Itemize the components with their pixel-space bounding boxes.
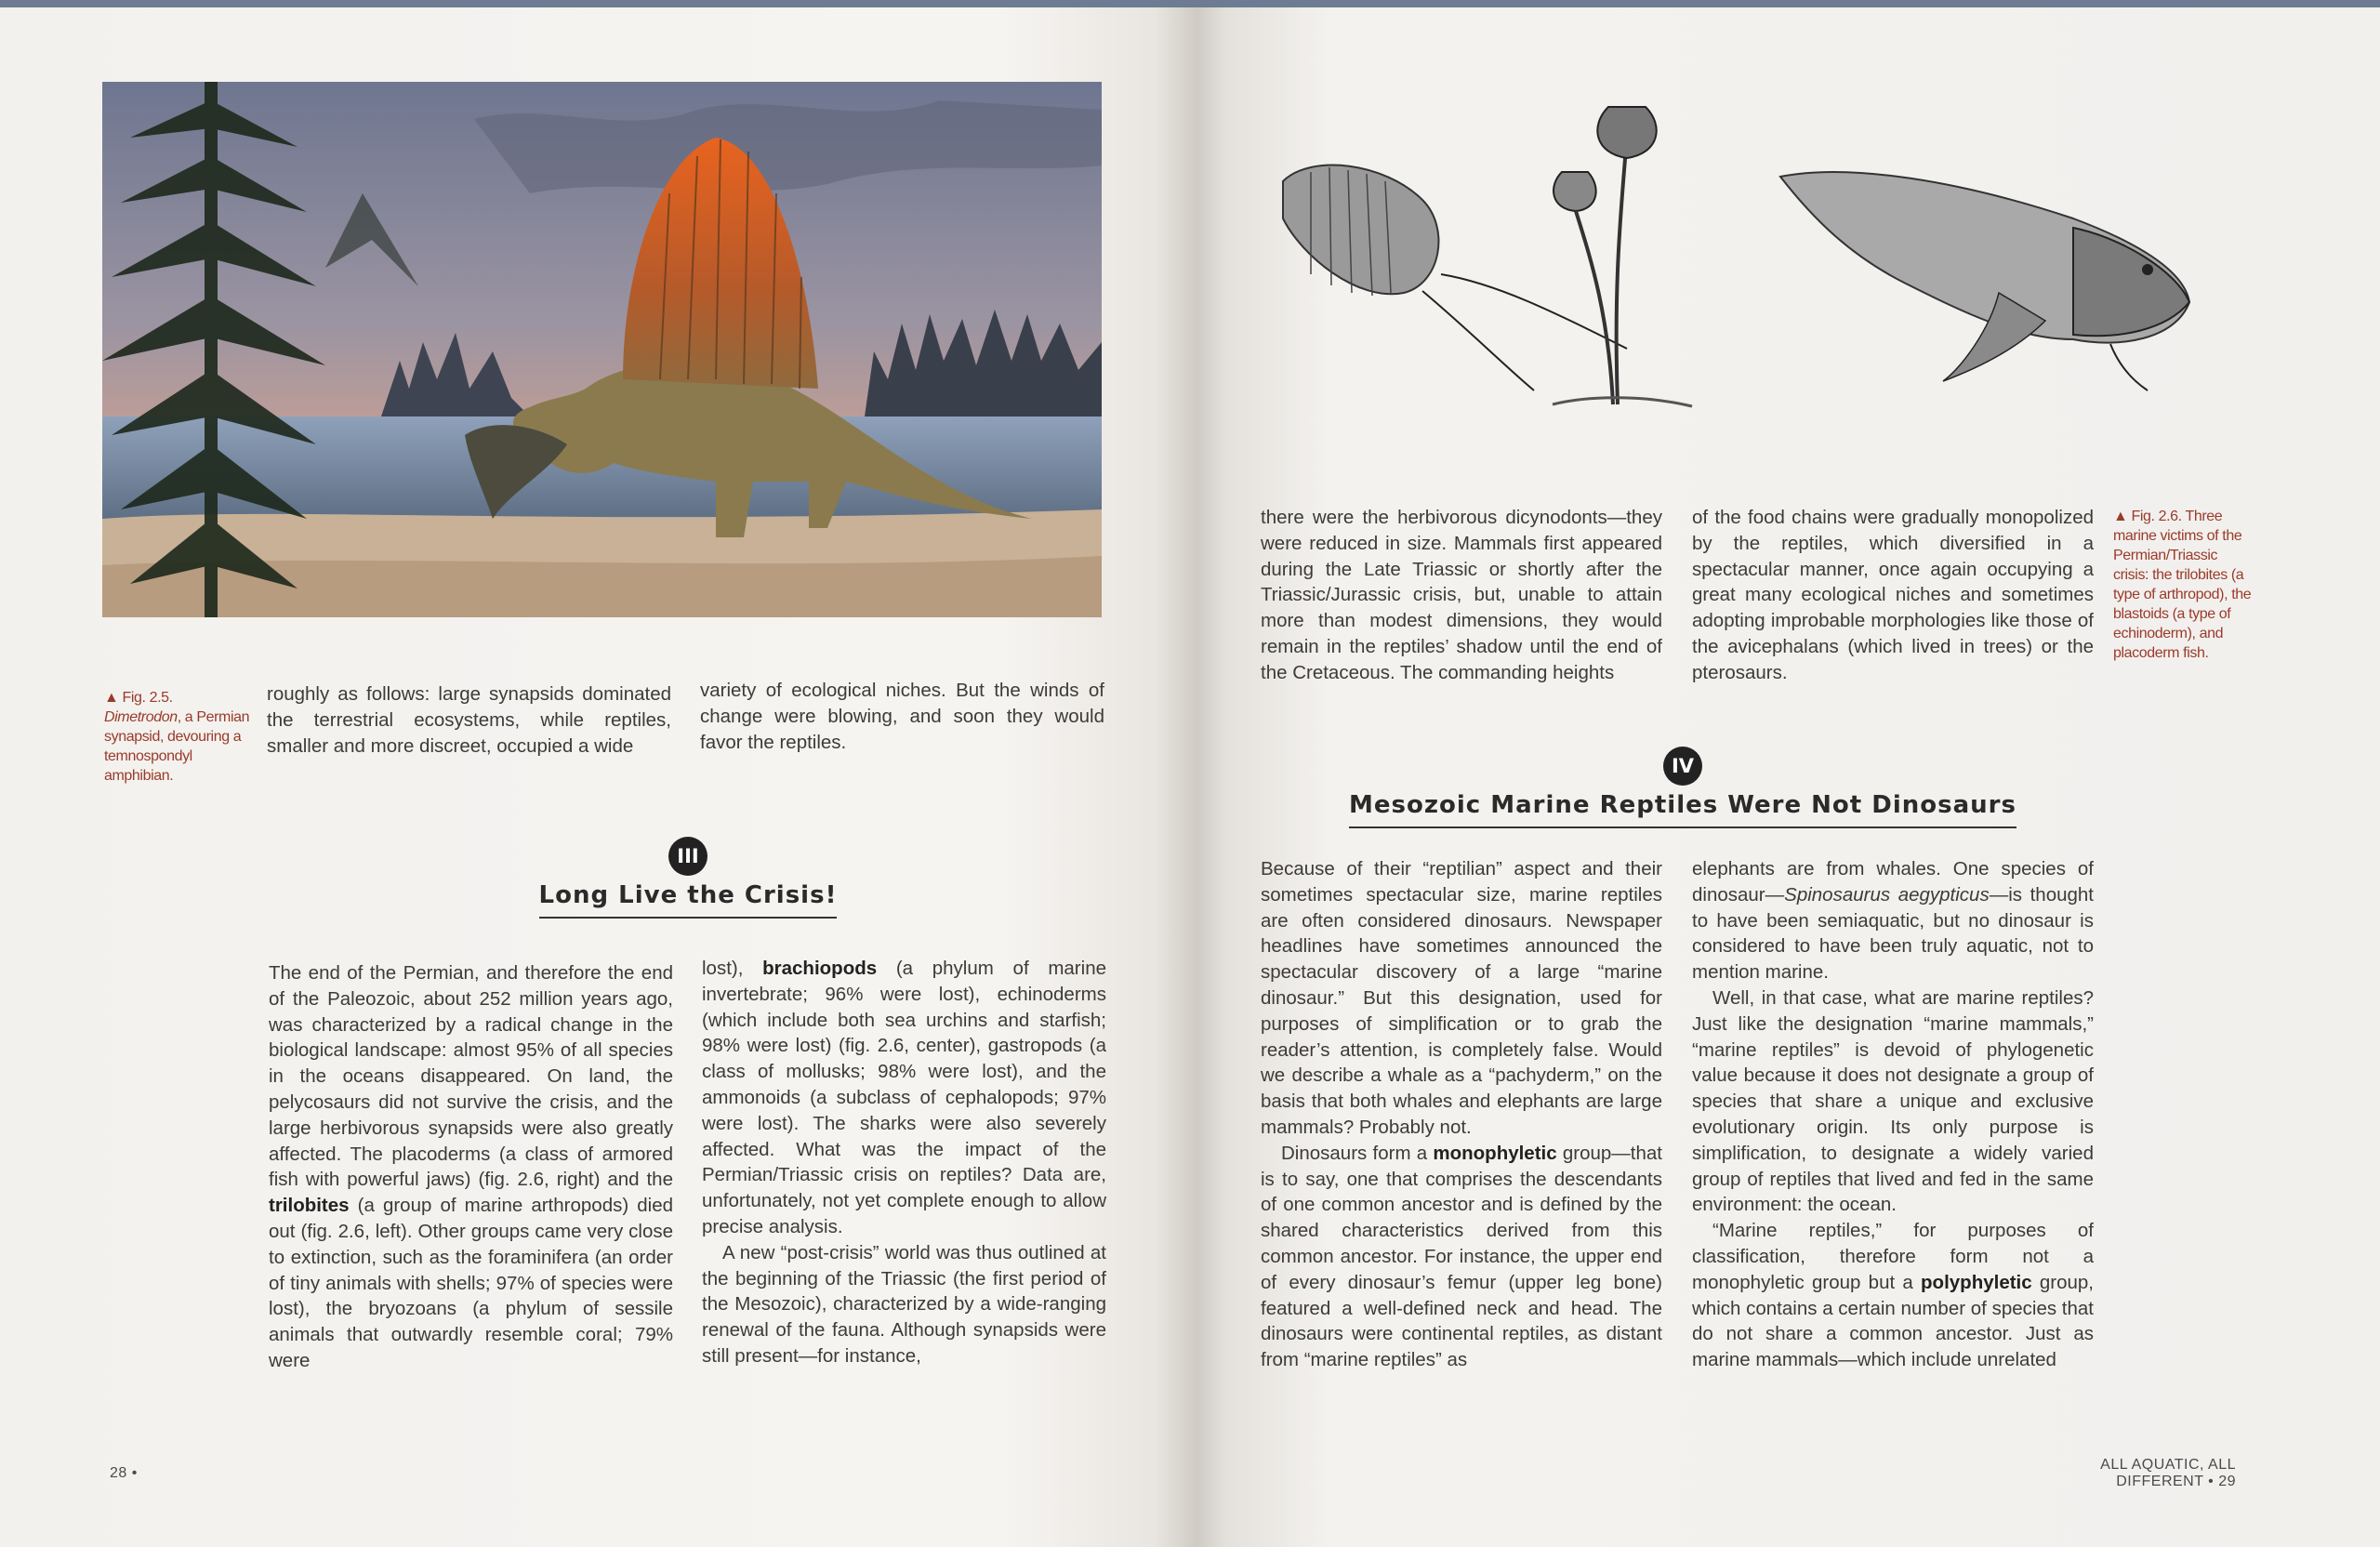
figure-2-6-illustrations	[1255, 70, 2371, 423]
right-page	[1181, 0, 2380, 1547]
placoderm-drawing	[1780, 172, 2189, 390]
continuation-text-col1: roughly as follows: large synapsids dominated the terrestrial ecosystems, while reptiles, smaller and more discreet, occupied a wide	[267, 683, 671, 757]
dimetrodon-illustration	[102, 82, 1102, 617]
section-iv-col2: elephants are from whales. One species of dinosaur—Spinosaurus aegypticus—is thought to have been semiaquatic, but no dinosaur is considered to have been truly aquatic, not to mention marine. Well, in that case, what are marine reptiles? Just like the designation “marine mammals,” “marine reptiles” is devoid of phylogenetic value because it does not designate a group of species that share a unique and exclusive evolutionary origin. Its only purpose is simplification, to designate a widely varied group of reptiles that lived and fed in the same environment: the ocean. “Marine reptiles,” for purposes of classification, therefore form not a monophyletic group but a polyphyletic group, which contains a certain number of species that do not share a common ancestor. Just as marine mammals—which include unrelated	[1692, 858, 2094, 1371]
continuation-text-col1: there were the herbivorous dicynodonts—they were reduced in size. Mammals first appeared during the Late Triassic or shortly after the Triassic/Jurassic crisis, but, unable to attain more than modest dimensions, they would remain in the reptiles’ shadow until the end of the Cretaceous. The commanding heights	[1261, 507, 1662, 683]
section-number-badge: IV	[1663, 747, 1702, 786]
running-footer-right: ALL AQUATIC, ALL DIFFERENT • 29	[2100, 1457, 2236, 1489]
section-iv-heading	[1329, 747, 2036, 828]
continuation-text-col2: of the food chains were gradually monopolized by the reptiles, which diversified in a spectacular manner, once again occupying a great many ecological niches and sometimes adopting improbable morphologies like those of the avicephalans (which lived in trees) or the pterosaurs.	[1692, 507, 2094, 683]
section-iv-col1: Because of their “reptilian” aspect and their sometimes spectacular size, marine reptiles are often considered dinosaurs. Newspaper headlines have sometimes announced the spectacular discovery of a large “marine dinosaur.” But this designation, used for purposes of simplification or to grab the reader’s attention, is completely false. Would we describe a whale as a “pachyderm,” on the basis that both whales and elephants are large mammals? Probably not. Dinosaurs form a monophyletic group—that is to say, one that comprises the descendants of one common ancestor and is defined by the shared characteristics derived from this common ancestor. For instance, the upper end of every dinosaur’s femur (upper leg bone) featured a well-defined neck and head. The dinosaurs were continental reptiles, as distant from “marine reptiles” as	[1261, 858, 1662, 1371]
blastoid-drawing	[1553, 107, 1692, 406]
page-number-left: 28 •	[110, 1465, 138, 1481]
figure-2-5-caption: ▲ Fig. 2.5. Dimetrodon, a Permian synapsid, devouring a temnospondyl amphibian.	[104, 690, 250, 784]
section-number-badge: III	[668, 837, 707, 876]
figure-2-6-caption: ▲ Fig. 2.6. Three marine victims of the Permian/Triassic crisis: the trilobites (a type of arthropod), the blastoids (a type of echinoderm), and placoderm fish.	[2113, 509, 2252, 661]
section-iii-heading	[446, 837, 930, 919]
continuation-text-col2: variety of ecological niches. But the winds of change were blowing, and soon they would favor the reptiles.	[700, 680, 1104, 753]
left-page	[0, 0, 1181, 1547]
section-title: Long Live the Crisis!	[539, 881, 838, 919]
section-title: Mesozoic Marine Reptiles Were Not Dinosaurs	[1349, 791, 2016, 828]
section-iii-col2: lost), brachiopods (a phylum of marine invertebrate; 96% were lost), echinoderms (which include both sea urchins and starfish; 98% were lost) (fig. 2.6, center), gastropods (a class of mollusks; 98% were lost), and the ammonoids (a subclass of cephalopods; 97% were lost). The sharks were also severely affected. What was the impact of the Permian/Triassic crisis on reptiles? Data are, unfortunately, not yet complete enough to allow precise analysis. A new “post-crisis” world was thus outlined at the beginning of the Triassic (the first period of the Mesozoic), characterized by a wide-ranging renewal of the fauna. Although synapsids were still present—for instance,	[702, 958, 1106, 1367]
caption-triangle-marker: ▲	[104, 690, 119, 706]
section-iii-col1: The end of the Permian, and therefore the end of the Paleozoic, about 252 million years ago, was characterized by a radical change in the biological landscape: almost 95% of all species in the oceans disappeared. On land, the pelycosaurs did not survive the crisis, and the large herbivorous synapsids were also greatly affected. The placoderms (a class of armored fish with powerful jaws) (fig. 2.6, right) and the trilobites (a group of marine arthropods) died out (fig. 2.6, left). Other groups came very close to extinction, such as the foraminifera (an order of tiny animals with shells; 97% of species were lost), the bryozoans (a phylum of sessile animals that outwardly resemble coral; 79% were	[269, 962, 673, 1371]
